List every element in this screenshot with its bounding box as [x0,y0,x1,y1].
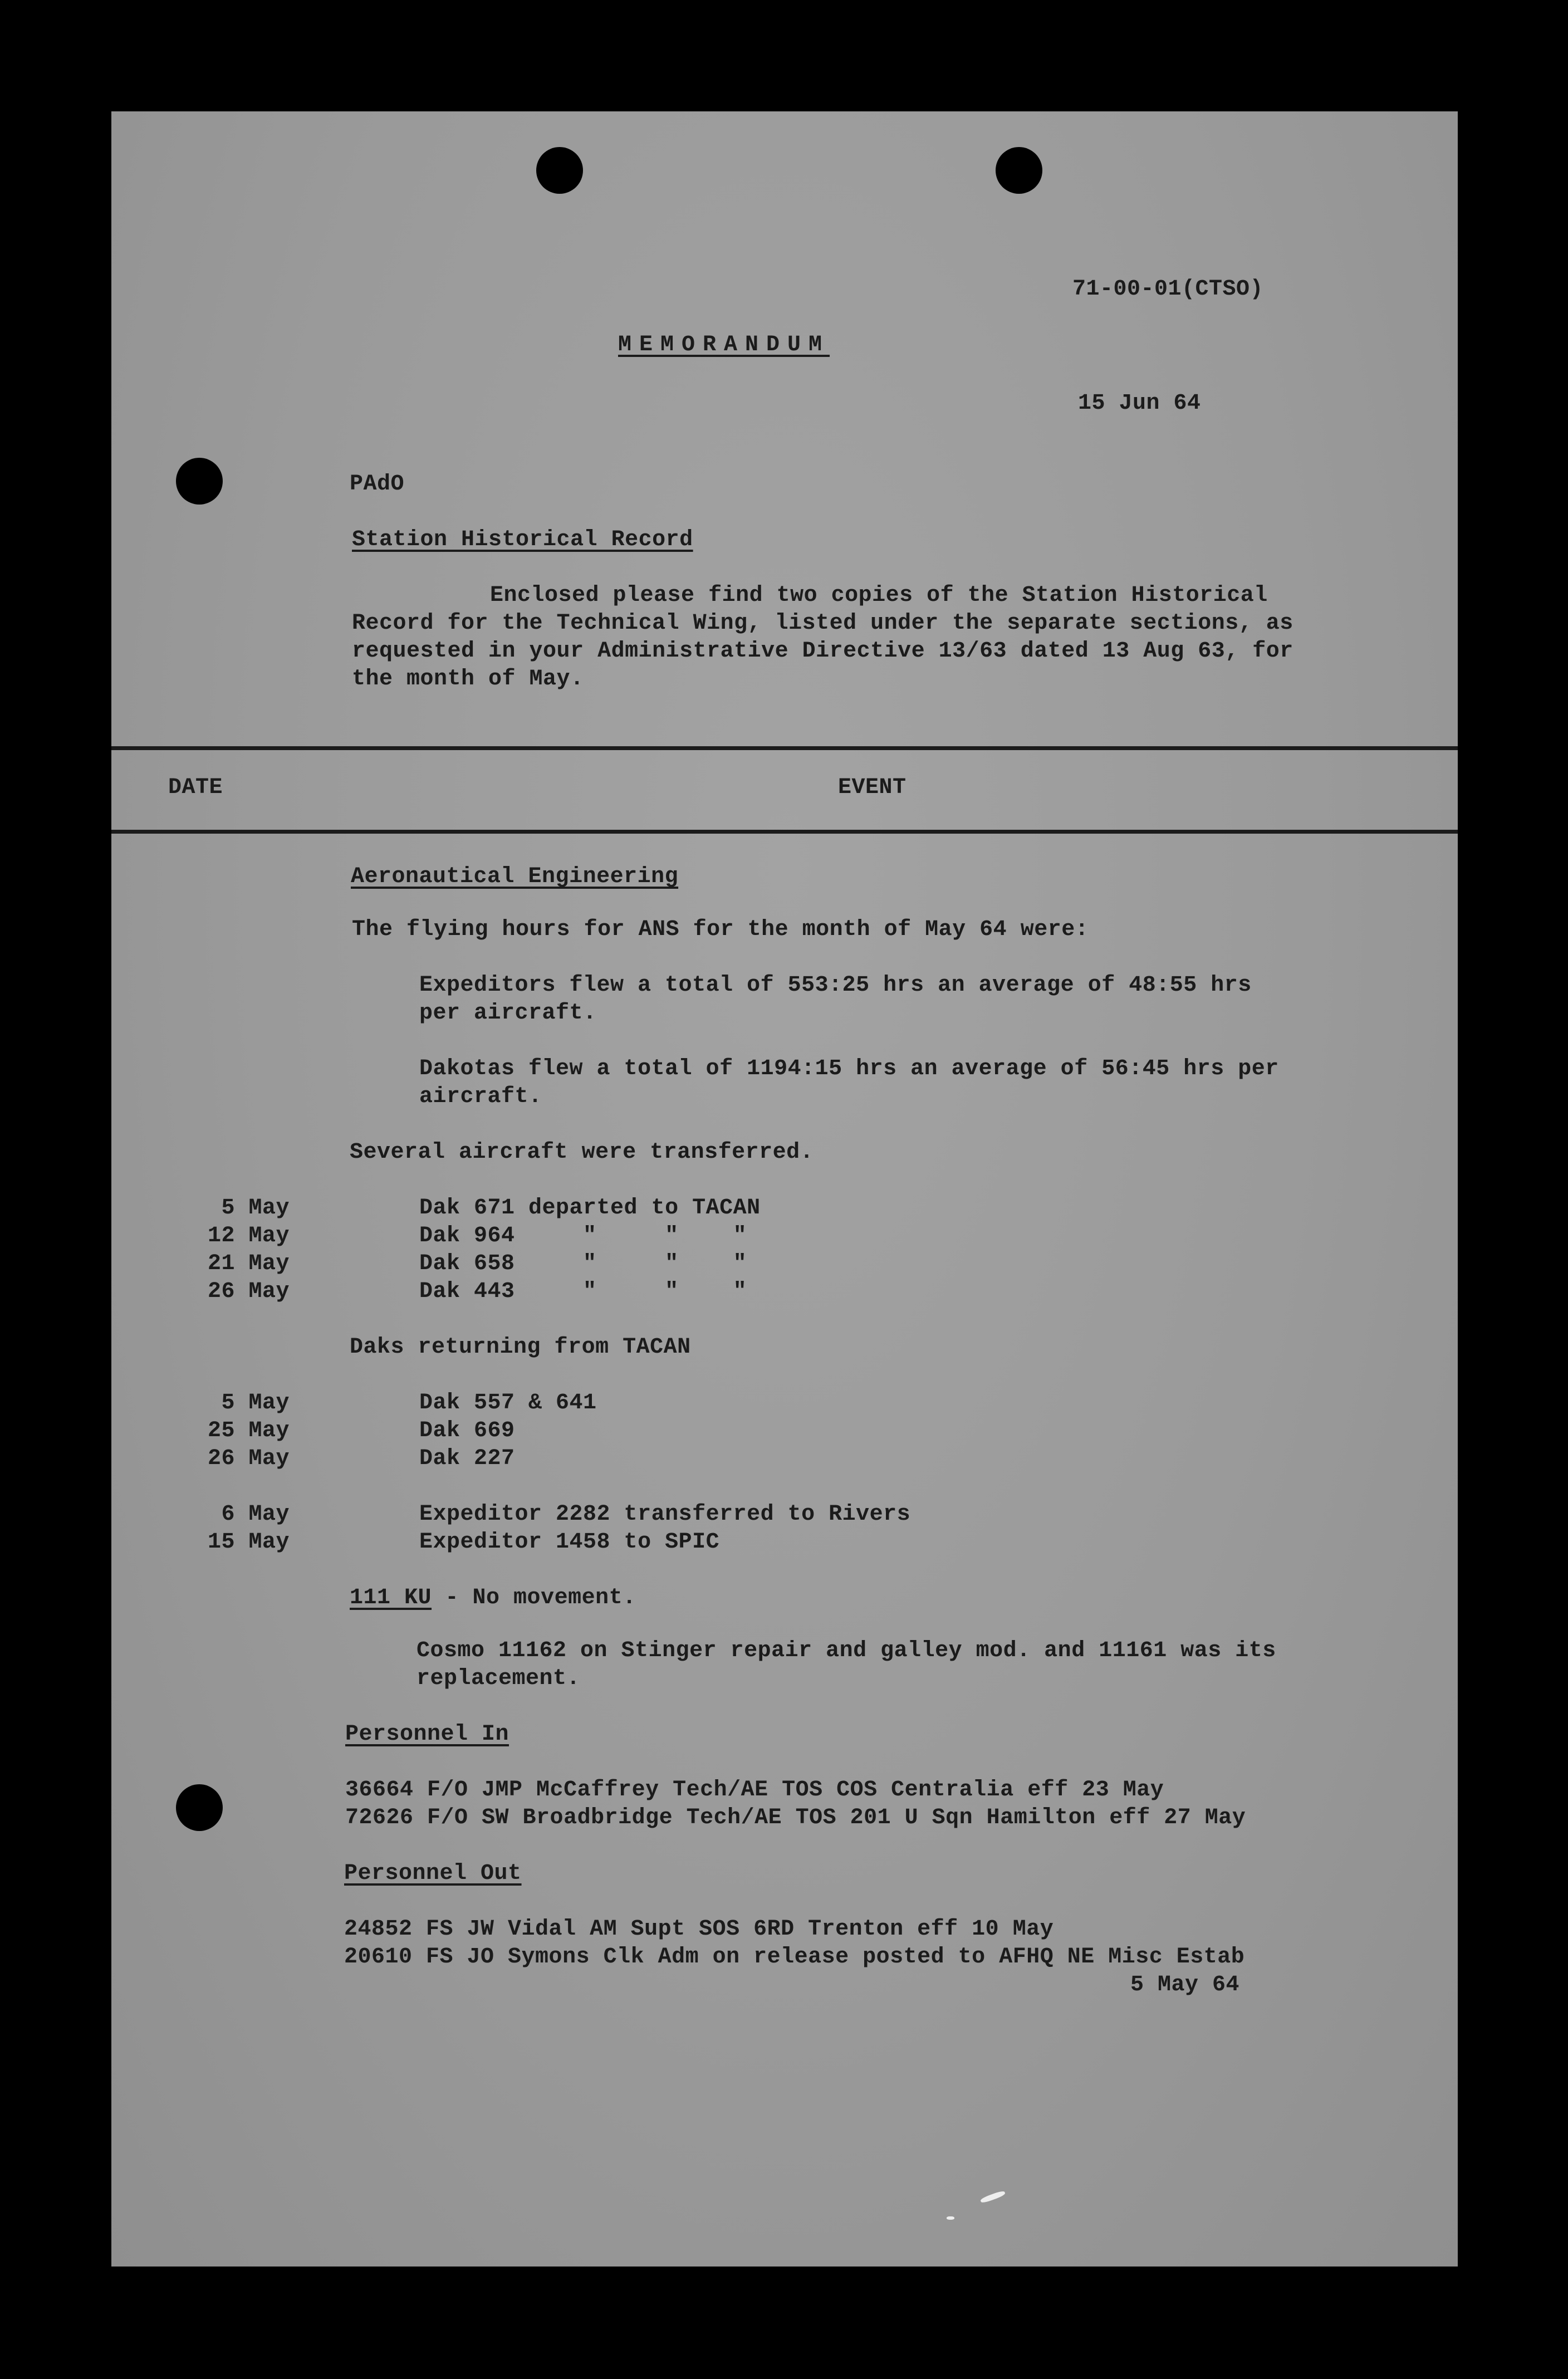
intro-line: the month of May. [352,667,584,692]
returning-date: 5 May [221,1391,290,1416]
transfer-date: 21 May [207,1251,290,1276]
returning-intro: Daks returning from TACAN [350,1335,691,1360]
file-reference: 71-00-01(CTSO) [1072,277,1264,302]
memo-page [111,111,1458,2267]
ku-line [350,1584,636,1612]
transfer-date: 12 May [207,1223,290,1249]
expeditor-move-event: Expeditor 1458 to SPIC [419,1530,720,1555]
expeditor-move-date: 15 May [207,1530,290,1555]
intro-line: requested in your Administrative Directive 13/63 dated 13 Aug 63, for [352,639,1293,664]
scan-speck [947,2216,954,2220]
returning-date: 26 May [207,1446,290,1471]
expeditor-move-date: 6 May [221,1502,290,1527]
transfer-event: Dak 658 " " " [419,1251,747,1276]
section-title: Aeronautical Engineering [351,864,679,889]
punch-hole-left-lower [176,1784,223,1831]
intro-line: Record for the Technical Wing, listed under the separate sections, as [352,611,1293,636]
intro-line: Enclosed please find two copies of the Station Historical [490,583,1268,608]
memo-date: 15 Jun 64 [1078,391,1201,416]
personnel-out-title: Personnel Out [344,1861,522,1886]
personnel-in-line: 36664 F/O JMP McCaffrey Tech/AE TOS COS Centralia eff 23 May [345,1778,1164,1803]
memo-title: MEMORANDUM [618,332,830,358]
personnel-out-tail: 5 May 64 [1130,1972,1240,1998]
personnel-out-line: 20610 FS JO Symons Clk Adm on release posted to AFHQ NE Misc Estab [344,1945,1245,1970]
expeditor-move-event: Expeditor 2282 transferred to Rivers [419,1502,911,1527]
expeditors-line: per aircraft. [419,1001,597,1026]
table-rule-top [111,746,1458,750]
personnel-out-line: 24852 FS JW Vidal AM Supt SOS 6RD Trenton eff 10 May [344,1917,1054,1942]
transfer-date: 26 May [207,1279,290,1304]
cosmo-line: replacement. [416,1666,581,1691]
transfer-date: 5 May [221,1196,290,1221]
transfer-event: Dak 964 " " " [419,1223,747,1249]
punch-hole-left-upper [176,458,223,505]
table-rule-bottom [111,830,1458,834]
ku-text: - No movement. [432,1585,636,1611]
memo-subject: Station Historical Record [352,527,693,552]
personnel-in-line: 72626 F/O SW Broadbridge Tech/AE TOS 201 U Sqn Hamilton eff 27 May [345,1805,1246,1830]
flying-hours-intro: The flying hours for ANS for the month of May 64 were: [352,917,1089,942]
returning-date: 25 May [207,1418,290,1443]
ku-label: 111 KU [350,1585,432,1611]
column-header-event: EVENT [838,775,906,800]
transfer-event: Dak 671 departed to TACAN [419,1196,761,1221]
column-header-date: DATE [168,775,223,800]
personnel-in-title: Personnel In [345,1722,509,1747]
transferred-intro: Several aircraft were transferred. [350,1140,814,1165]
cosmo-line: Cosmo 11162 on Stinger repair and galley mod. and 11161 was its [416,1638,1276,1663]
punch-hole-top-left [536,147,583,194]
dakotas-line: aircraft. [419,1084,542,1109]
memo-recipient: PAdO [350,472,405,497]
dakotas-line: Dakotas flew a total of 1194:15 hrs an average of 56:45 hrs per [419,1056,1279,1081]
punch-hole-top-right [996,147,1042,194]
scan-speck [980,2190,1006,2204]
transfer-event: Dak 443 " " " [419,1279,747,1304]
returning-event: Dak 557 & 641 [419,1391,597,1416]
returning-event: Dak 227 [419,1446,515,1471]
returning-event: Dak 669 [419,1418,515,1443]
expeditors-line: Expeditors flew a total of 553:25 hrs an average of 48:55 hrs [419,973,1252,998]
